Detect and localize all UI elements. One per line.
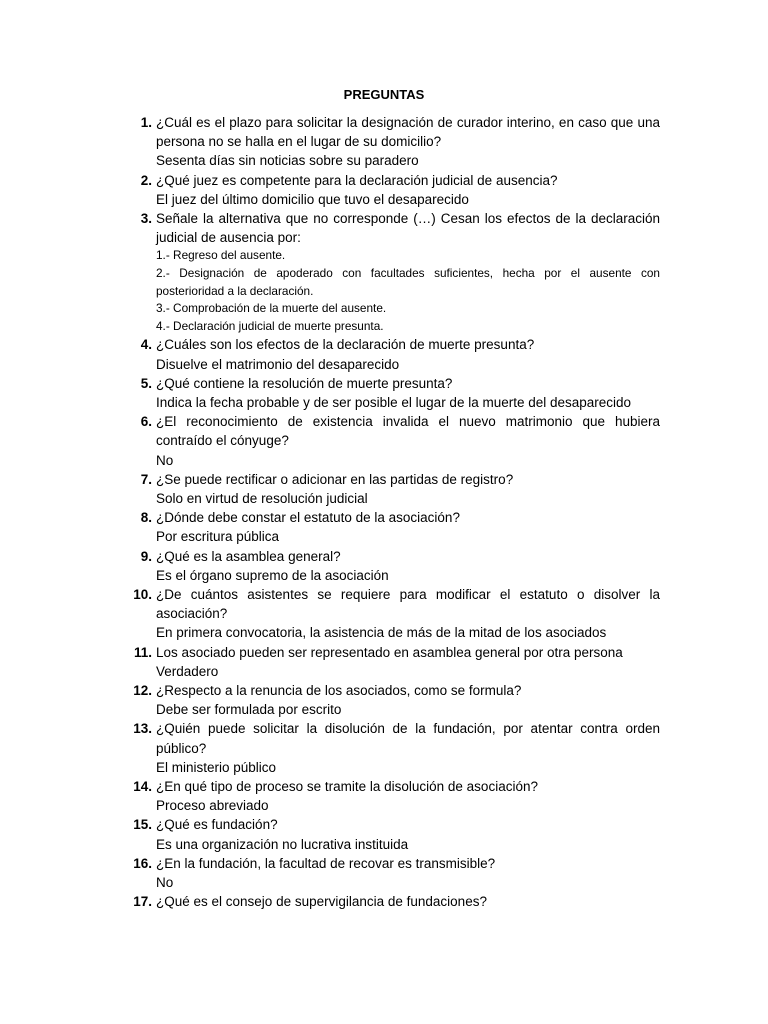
answer-text: Es el órgano supremo de la asociación (156, 567, 389, 583)
answer-text: No (156, 875, 174, 891)
question-15 (120, 815, 660, 853)
option-1: 1.- Regreso del ausente. (156, 248, 286, 263)
question-13 (120, 719, 660, 777)
question-16 (120, 854, 660, 892)
question-number: 12. (133, 683, 152, 699)
answer-text: Sesenta días sin noticias sobre su paradero (156, 153, 419, 169)
answer-text: Debe ser formulada por escrito (156, 702, 342, 718)
page-title: PREGUNTAS (343, 87, 425, 102)
question-number: 5. (140, 375, 152, 391)
question-text: ¿De cuántos asistentes se requiere para modificar el estatuto o disolver la asociación? (156, 587, 660, 622)
question-text: ¿En qué tipo de proceso se tramite la disolución de asociación? (156, 779, 538, 795)
question-text: Los asociado pueden ser representado en asamblea general por otra persona (156, 644, 623, 660)
question-text: ¿Dónde debe constar el estatuto de la asociación? (156, 510, 460, 526)
option-4: 4.- Declaración judicial de muerte presunta. (156, 318, 384, 333)
answer-text: En primera convocatoria, la asistencia de más de la mitad de los asociados (156, 625, 607, 641)
question-text: ¿Cuál es el plazo para solicitar la designación de curador interino, en caso que una persona no se halla en el lugar de su domicilio? (156, 115, 660, 150)
question-number: 3. (140, 211, 152, 227)
question-text: Señale la alternativa que no corresponde (…) Cesan los efectos de la declaración judicial de ausencia por: (156, 211, 660, 246)
question-11 (120, 643, 660, 681)
question-text: ¿Respecto a la renuncia de los asociados, como se formula? (156, 683, 522, 699)
question-number: 17. (133, 894, 152, 910)
question-10 (120, 585, 660, 643)
answer-text: Solo en virtud de resolución judicial (156, 491, 368, 507)
question-9 (120, 547, 660, 585)
question-number: 2. (140, 172, 152, 188)
question-text: ¿Qué contiene la resolución de muerte presunta? (156, 375, 453, 391)
question-text: ¿Qué es la asamblea general? (156, 548, 341, 564)
question-number: 16. (133, 855, 152, 871)
answer-text: Indica la fecha probable y de ser posible el lugar de la muerte del desaparecido (156, 395, 632, 410)
question-text: ¿Qué juez es competente para la declaración judicial de ausencia? (156, 172, 558, 188)
answer-text: El ministerio público (156, 759, 277, 775)
question-3 (120, 209, 660, 335)
question-text: ¿Qué es el consejo de supervigilancia de fundaciones? (156, 894, 487, 910)
question-text: ¿El reconocimiento de existencia invalida el nuevo matrimonio que hubiera contraído el cónyuge? (156, 414, 660, 449)
answer-text: Disuelve el matrimonio del desaparecido (156, 356, 400, 372)
question-number: 6. (140, 414, 152, 430)
question-list (120, 113, 660, 911)
question-number: 13. (133, 721, 152, 737)
question-1 (120, 113, 660, 171)
question-8 (120, 508, 660, 546)
question-number: 14. (133, 779, 152, 795)
question-7 (120, 470, 660, 508)
question-number: 15. (133, 817, 152, 833)
question-text: ¿Qué es fundación? (156, 817, 278, 833)
question-number: 9. (140, 548, 152, 564)
answer-text: Es una organización no lucrativa instituida (156, 836, 409, 852)
question-number: 7. (140, 471, 152, 487)
option-2: 2.- Designación de apoderado con facultades suficientes, hecha por el ausente con posterioridad a la declaración. (156, 266, 660, 298)
answer-text: Por escritura pública (156, 529, 280, 545)
question-text: ¿Se puede rectificar o adicionar en las partidas de registro? (156, 471, 514, 487)
question-number: 11. (133, 644, 152, 660)
question-number: 4. (140, 337, 152, 353)
answer-text: No (156, 452, 174, 468)
answer-text: Verdadero (156, 663, 219, 679)
question-5 (120, 374, 660, 412)
answer-text: Proceso abreviado (156, 798, 269, 814)
question-number: 8. (140, 510, 152, 526)
question-text: ¿En la fundación, la facultad de recovar es transmisible? (156, 855, 496, 871)
question-14 (120, 777, 660, 815)
question-17 (120, 892, 660, 911)
question-text: ¿Cuáles son los efectos de la declaración de muerte presunta? (156, 337, 535, 353)
question-4 (120, 335, 660, 373)
question-text: ¿Quién puede solicitar la disolución de la fundación, por atentar contra orden público? (156, 721, 660, 756)
question-number: 1. (140, 115, 152, 130)
question-6 (120, 412, 660, 470)
option-3: 3.- Comprobación de la muerte del ausente. (156, 301, 387, 316)
answer-text: El juez del último domicilio que tuvo el desaparecido (156, 191, 469, 207)
question-2 (120, 171, 660, 209)
question-12 (120, 681, 660, 719)
question-number: 10. (133, 587, 152, 603)
